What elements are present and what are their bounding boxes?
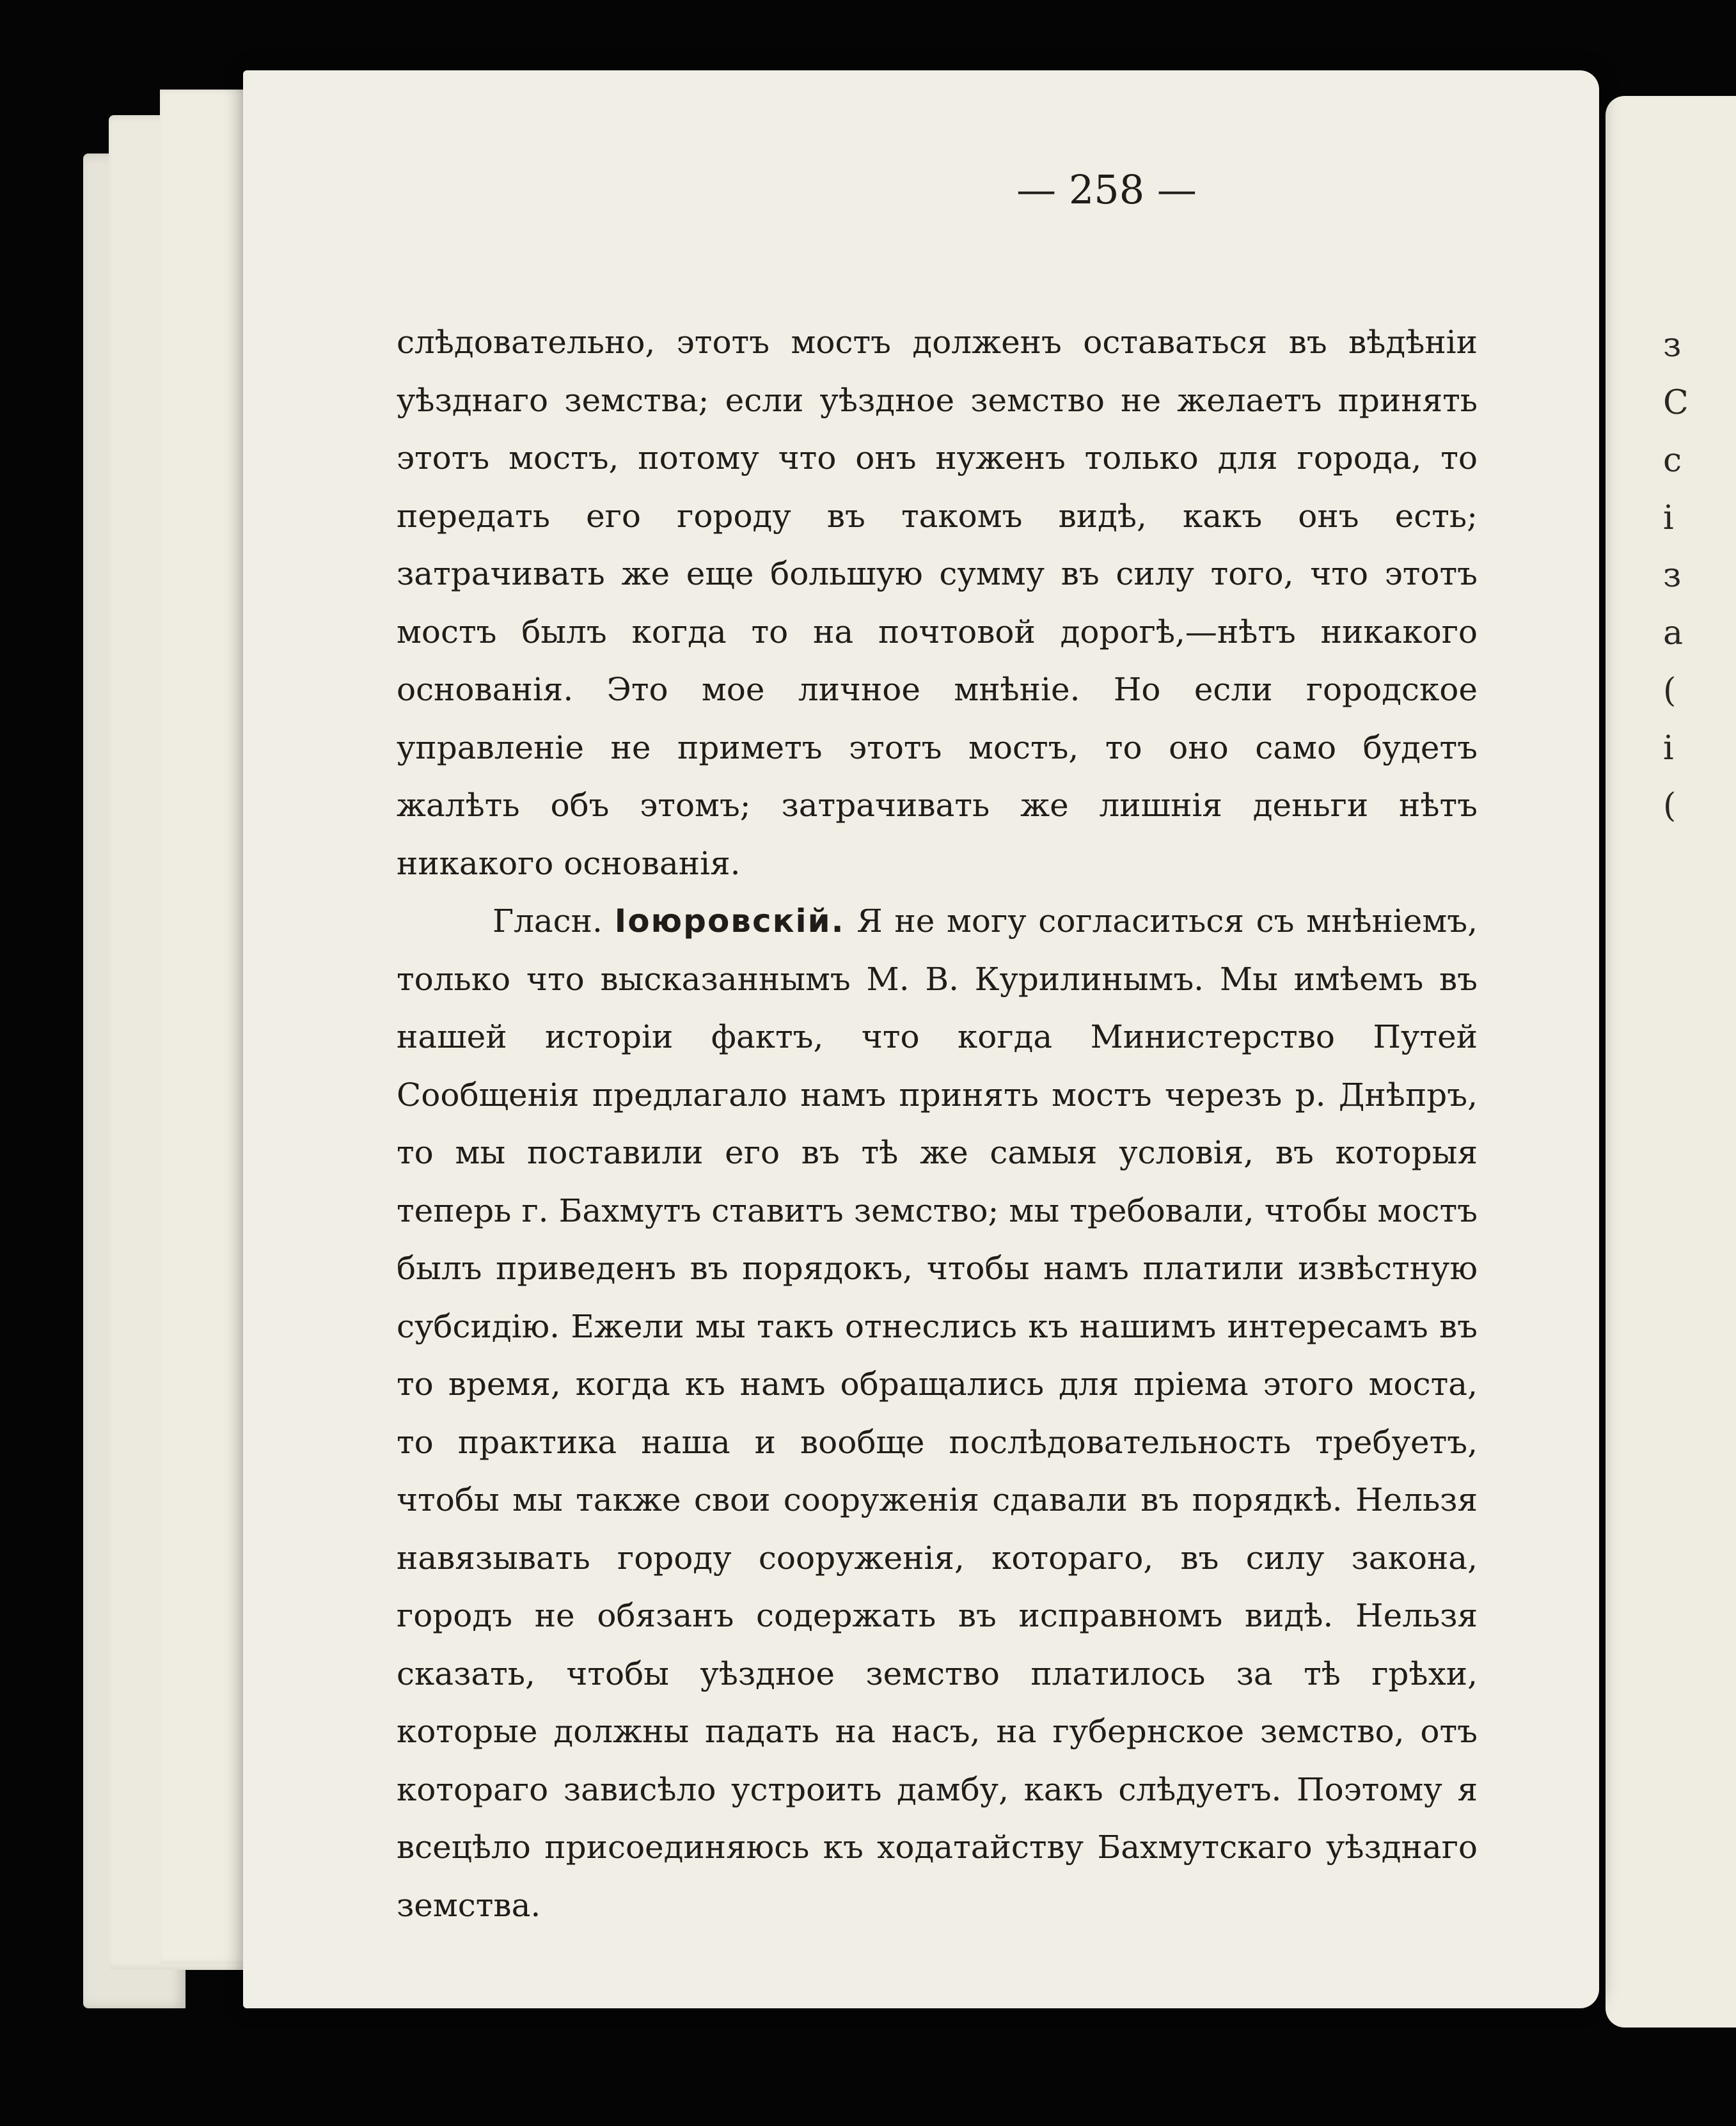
facing-page-glyph: (	[1663, 672, 1677, 710]
facing-page-glyph: а	[1663, 614, 1684, 652]
facing-page-glyph: і	[1663, 499, 1674, 537]
facing-page-glyph: з	[1663, 326, 1682, 365]
paragraph: слѣдовательно, этотъ мостъ долженъ оставаться въ вѣдѣніи уѣзднаго земства; если уѣздное земство не желаетъ принять этотъ мостъ, потому что онъ нуженъ только для города, то передать его городу въ такомъ видѣ, какъ онъ есть; затрачивать же еще большую сумму въ силу того, что этотъ мостъ былъ когда то на почтовой дорогѣ,—нѣтъ никакого основанія. Это мое личное мнѣніе. Но если городское управленіе не приметъ этотъ мостъ, то оно само будетъ жалѣть объ этомъ; затрачивать же лишнія деньги нѣтъ никакого основанія.	[397, 324, 1478, 882]
page-number: — 258 —	[1016, 166, 1197, 213]
facing-page-glyph: с	[1663, 441, 1682, 480]
facing-page-glyph: з	[1663, 556, 1682, 595]
page-body	[397, 313, 1478, 1934]
facing-page-glyph: С	[1663, 384, 1689, 422]
book-page	[243, 70, 1599, 2008]
paragraph-text: Я не могу согласиться съ мнѣніемъ, только что высказаннымъ М. В. Курилинымъ. Мы имѣемъ въ нашей исторіи фактъ, что когда Министерство Путей Сообщенія предлагало намъ принять мостъ черезъ р. Днѣпръ, то мы поставили его въ тѣ же самыя условія, въ которыя теперь г. Бахмутъ ставитъ земство; мы требовали, чтобы мостъ былъ приведенъ въ порядокъ, чтобы намъ платили извѣстную субсидію. Ежели мы такъ отнеслись къ нашимъ интересамъ въ то время, когда къ намъ обращались для пріема этого моста, то практика наша и вообще послѣдовательность требуетъ, чтобы мы также свои сооруженія сдавали въ порядкѣ. Нельзя навязывать городу сооруженія, котораго, въ силу закона, городъ не обязанъ содержать въ исправномъ видѣ. Нельзя сказать, чтобы уѣздное земство платилось за тѣ грѣхи, которые должны падать на насъ, на губернское земство, отъ котораго зависѣло устроить дамбу, какъ слѣдуетъ. Поэтому я всецѣло присоединяюсь къ ходатайству Бахмутскаго уѣзднаго земства.	[397, 902, 1478, 1924]
facing-page-glyph: (	[1663, 787, 1677, 825]
facing-page-edge	[1606, 96, 1736, 2028]
paragraph	[397, 892, 1478, 1934]
speaker-prefix: Гласн.	[493, 902, 603, 940]
speaker-name: Іоюровскій.	[614, 902, 845, 940]
facing-page-glyph: і	[1663, 729, 1674, 768]
